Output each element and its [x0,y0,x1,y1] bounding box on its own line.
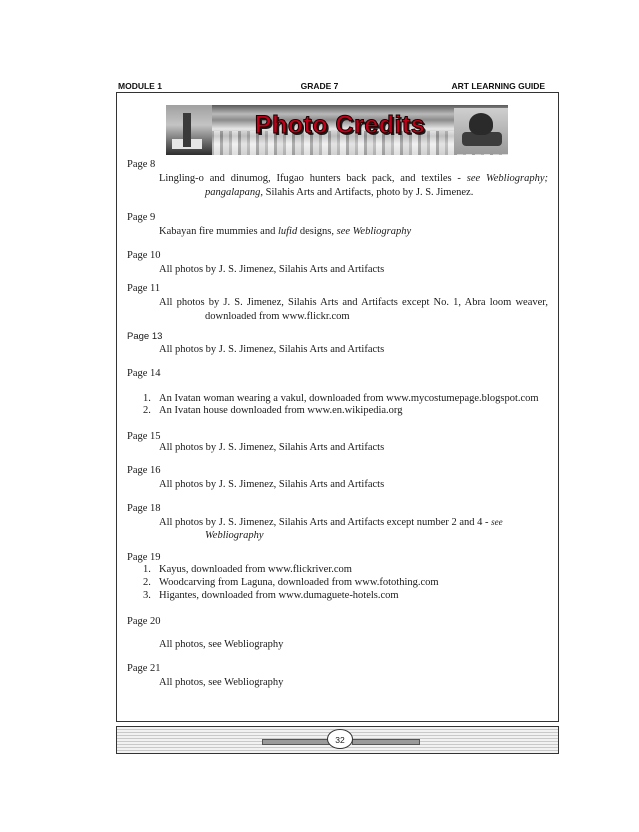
page-11-credit-line-2: downloaded from www.flickr.com [205,311,350,322]
page-9-credit [159,227,411,238]
page-9-label: Page 9 [127,212,156,223]
page-8-webliography-ref: see Webliography; [466,173,548,184]
page-18-credit-line-1 [159,518,503,529]
page-15-label: Page 15 [127,431,161,442]
page-8-credit-text-1: Lingling-o and dinumog, Ifugao hunters back pack, and textiles - [159,173,467,184]
page-14-item-1-number: 1. [143,393,151,404]
page-8-credit-text-2: , Silahis Arts and Artifacts, photo by J. S. Jimenez. [260,187,474,198]
page-14-item-2: An Ivatan house downloaded from www.en.wikipedia.org [159,405,403,416]
page-19-item-3-number: 3. [143,590,151,601]
page-10-credit: All photos by J. S. Jimenez, Silahis Arts and Artifacts [159,264,385,275]
page-18-see: see [491,517,503,527]
page-13-label: Page 13 [127,331,163,342]
header-grade: GRADE 7 [300,81,339,91]
photo-monument [183,113,191,147]
page-11-label: Page 11 [127,283,161,294]
page-18-webliography-ref: Webliography [205,530,264,541]
page-19-label: Page 19 [127,552,161,563]
page-18-label: Page 18 [127,503,161,514]
page-9-lufid: lufid [277,226,298,237]
header-guide-title: ART LEARNING GUIDE [451,81,545,91]
page-number: 32 [327,729,353,749]
page-10-label: Page 10 [127,250,161,261]
page-19-item-2: Woodcarving from Laguna, downloaded from www.fotothing.com [159,577,439,588]
page-8-label: Page 8 [127,159,156,170]
page-21-credit: All photos, see Webliography [159,677,284,688]
page-15-credit: All photos by J. S. Jimenez, Silahis Arts and Artifacts [159,442,385,453]
page-18-credit-line-2 [205,531,264,542]
page-8-credit-line-2 [205,188,473,199]
page-9-credit-text-b: designs, [297,226,337,237]
page-8-pangalapang: pangalapang [205,187,261,198]
page-13-credit: All photos by J. S. Jimenez, Silahis Arts and Artifacts [159,344,385,355]
page-19-item-2-number: 2. [143,577,151,588]
page-11-credit-line-1: All photos by J. S. Jimenez, Silahis Arts and Artifacts except No. 1, Abra loom weaver, [159,297,548,308]
page-18-credit-text: All photos by J. S. Jimenez, Silahis Arts and Artifacts except number 2 and 4 - [159,517,492,528]
page-8-credit-line-1 [159,174,548,185]
page-14-item-2-number: 2. [143,405,151,416]
page-14-label: Page 14 [127,368,161,379]
page-19-item-1-number: 1. [143,564,151,575]
page-14-item-1: An Ivatan woman wearing a vakul, downloaded from www.mycostumepage.blogspot.com [159,393,539,404]
page-20-credit: All photos, see Webliography [159,639,284,650]
page-9-credit-text-a: Kabayan fire mummies and [159,226,278,237]
page-20-label: Page 20 [127,616,161,627]
page-19-item-1: Kayus, downloaded from www.flickriver.com [159,564,352,575]
header-module: MODULE 1 [118,81,162,91]
page-19-item-3: Higantes, downloaded from www.dumaguete-hotels.com [159,590,399,601]
footer-bar-left [262,739,330,745]
page-16-credit: All photos by J. S. Jimenez, Silahis Arts and Artifacts [159,479,385,490]
page-9-webliography-ref: see Webliography [336,226,412,237]
banner-title: Photo Credits [254,111,426,139]
footer-bar-right [352,739,420,745]
page-21-label: Page 21 [127,663,161,674]
page-16-label: Page 16 [127,465,161,476]
